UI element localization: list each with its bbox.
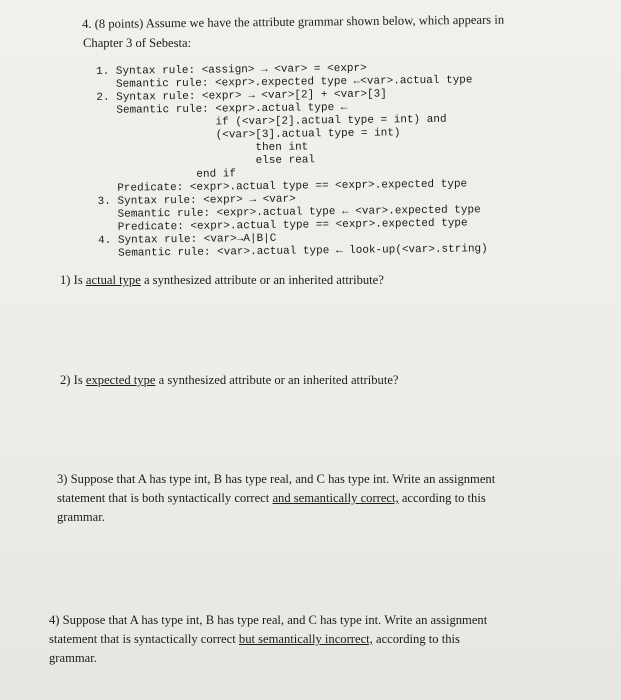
question-4-line1: 4) Suppose that A has type int, B has type real, and C has type int. Write an assignment <box>49 613 488 627</box>
grammar-line: 4. Syntax rule: <var>→A|B|C <box>98 232 277 247</box>
grammar-line: end if <box>97 168 237 182</box>
question-3-emphasis: and semantically correct, <box>272 491 399 505</box>
grammar-line: 2. Syntax rule: <expr> → <var>[2] + <var>[3] <box>96 88 387 104</box>
problem-header-line1: 4. (8 points) Assume we have the attribute grammar shown below, which appears in <box>82 12 505 31</box>
question-2-suffix: a synthesized attribute or an inherited attribute? <box>155 373 399 387</box>
grammar-line: Semantic rule: <expr>.actual type ← <var>.expected type <box>97 204 481 221</box>
question-3-line3: grammar. <box>57 510 105 524</box>
grammar-line: Predicate: <expr>.actual type == <expr>.expected type <box>97 217 468 234</box>
grammar-line: Semantic rule: <expr>.actual type ← <box>96 101 348 117</box>
problem-header-line2: Chapter 3 of Sebesta: <box>83 36 192 50</box>
question-1 <box>60 273 384 288</box>
question-4-line2-suffix: according to this <box>372 632 460 646</box>
grammar-line: 1. Syntax rule: <assign> → <var> = <expr> <box>96 62 367 78</box>
question-1-prefix: 1) Is <box>60 273 86 287</box>
question-4-line2-prefix: statement that is syntactically correct <box>49 632 239 646</box>
grammar-line: (<var>[3].actual type = int) <box>96 127 401 143</box>
grammar-line: if (<var>[2].actual type = int) and <box>96 113 447 130</box>
grammar-line: 3. Syntax rule: <expr> → <var> <box>97 193 296 208</box>
question-3-line2-prefix: statement that is both syntactically correct <box>57 491 273 505</box>
grammar-line: Semantic rule: <expr>.expected type ←<var>.actual type <box>96 74 473 91</box>
question-4-emphasis: but semantically incorrect, <box>238 632 373 646</box>
question-2 <box>60 373 399 388</box>
grammar-line: then int <box>96 141 309 156</box>
question-3-line1: 3) Suppose that A has type int, B has type real, and C has type int. Write an assignment <box>57 472 496 486</box>
question-3-line2-suffix: according to this <box>398 491 486 505</box>
question-1-suffix: a synthesized attribute or an inherited attribute? <box>140 273 384 287</box>
question-2-prefix: 2) Is <box>60 373 86 387</box>
grammar-line: Semantic rule: <var>.actual type ← look-up(<var>.string) <box>98 243 488 260</box>
grammar-line: else real <box>97 154 316 169</box>
question-1-term: actual type <box>85 273 141 287</box>
question-2-term: expected type <box>85 373 156 387</box>
grammar-line: Predicate: <expr>.actual type == <expr>.expected type <box>97 178 468 195</box>
question-3-line2 <box>57 489 486 508</box>
question-4-line2 <box>49 630 460 649</box>
question-4-line3: grammar. <box>49 651 97 665</box>
